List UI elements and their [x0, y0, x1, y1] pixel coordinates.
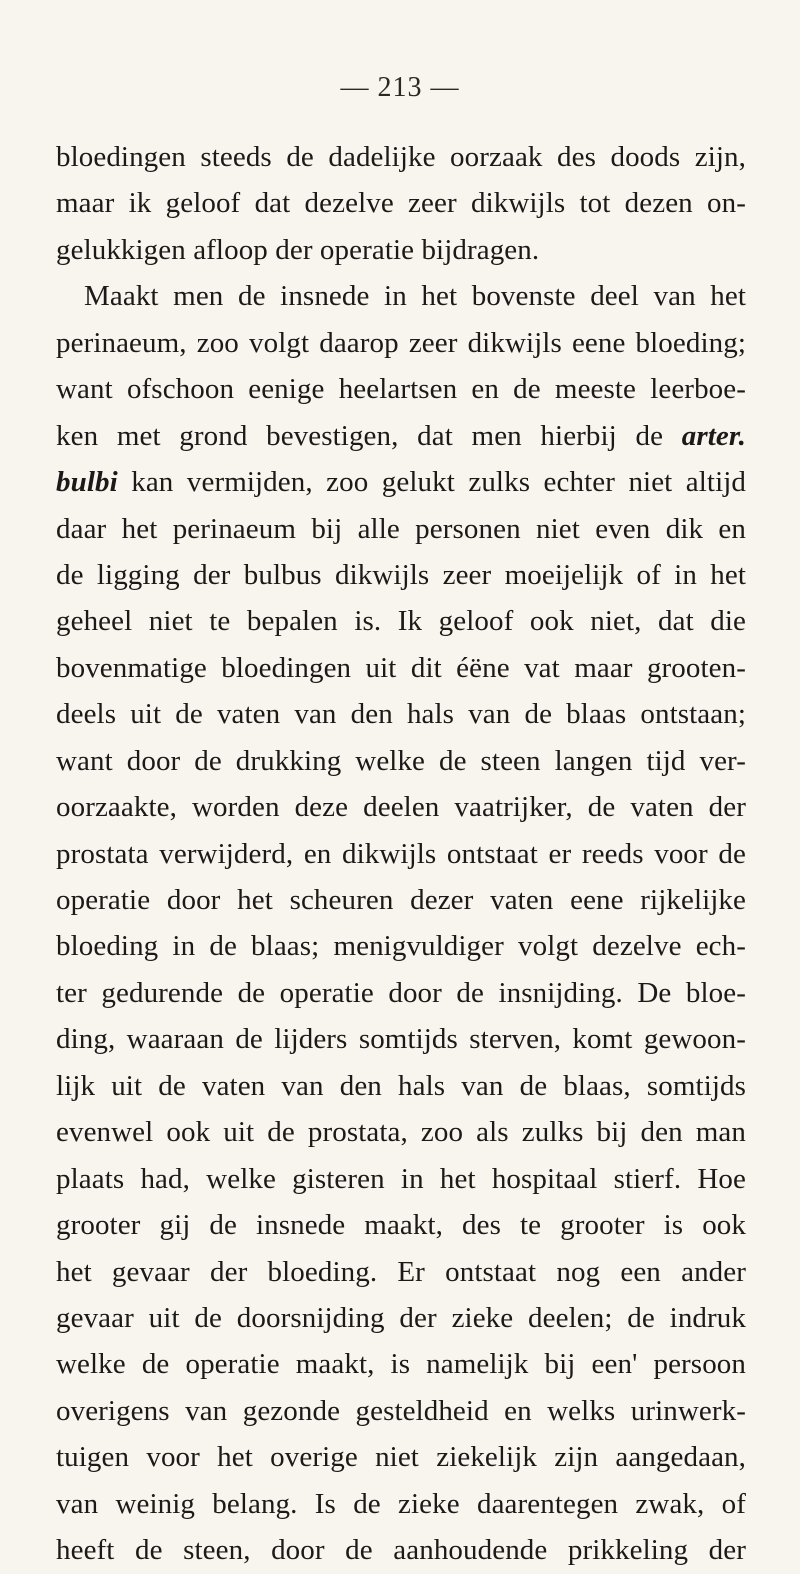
text-line: grooter gij de insnede maakt, des te grooter is ook [56, 1209, 746, 1242]
text-segment: kan vermijden, zoo gelukt zulks echter niet altijd [131, 466, 746, 499]
text-line: de ligging der bulbus dikwijls zeer moeijelijk of in het [56, 558, 746, 591]
text-line: prostata verwijderd, en dikwijls ontstaat er reeds voor de [56, 837, 746, 870]
text-line: want door de drukking welke de steen langen tijd ver- [56, 744, 746, 777]
text-line: want ofschoon eenige heelartsen en de meeste leerboe- [56, 373, 746, 406]
text-line-with-emphasis [56, 459, 746, 505]
page-number: — 213 — [340, 72, 460, 103]
text-line: deels uit de vaten van den hals van de blaas ontstaan; [56, 698, 746, 731]
emphasis-word: arter. [681, 419, 746, 452]
text-segment: ken met grond bevestigen, dat men hierbij de [56, 419, 682, 452]
text-line: bloeding in de blaas; menigvuldiger volgt dezelve ech- [56, 930, 746, 963]
text-line: oorzaakte, worden deze deelen vaatrijker, de vaten der [56, 791, 746, 824]
text-line: overigens van gezonde gesteldheid en welks urinwerk- [56, 1394, 746, 1427]
text-line: plaats had, welke gisteren in het hospitaal stierf. Hoe [56, 1162, 746, 1195]
text-line-with-emphasis [56, 413, 746, 459]
text-line: evenwel ook uit de prostata, zoo als zulks bij den man [56, 1116, 746, 1149]
text-line: ter gedurende de operatie door de insnijding. De bloe- [56, 976, 746, 1009]
text-line: van weinig belang. Is de zieke daarentegen zwak, of [56, 1487, 746, 1520]
text-line: Maakt men de insnede in het bovenste deel van het [84, 280, 746, 313]
emphasis-word: bulbi [56, 466, 118, 499]
text-line: gevaar uit de doorsnijding der zieke deelen; de indruk [56, 1301, 746, 1334]
text-line: maar ik geloof dat dezelve zeer dikwijls tot dezen on- [56, 187, 746, 220]
text-line: welke de operatie maakt, is namelijk bij een' persoon [56, 1348, 746, 1381]
text-line: operatie door het scheuren dezer vaten eene rijkelijke [56, 884, 746, 916]
text-line: het gevaar der bloeding. Er ontstaat nog een ander [56, 1255, 746, 1288]
text-line: geheel niet te bepalen is. Ik geloof ook niet, dat die [56, 605, 746, 638]
text-line: perinaeum, zoo volgt daarop zeer dikwijls eene bloeding; [56, 326, 746, 359]
text-line: lijk uit de vaten van den hals van de blaas, somtijds [56, 1069, 746, 1102]
text-line: tuigen voor het overige niet ziekelijk zijn aangedaan, [56, 1441, 746, 1474]
body-text [56, 134, 746, 1574]
text-line: daar het perinaeum bij alle personen niet even dik en [56, 512, 746, 545]
text-line: heeft de steen, door de aanhoudende prikkeling der [56, 1534, 746, 1567]
text-line: ding, waaraan de lijders somtijds sterven, komt gewoon- [56, 1023, 746, 1056]
text-line: gelukkigen afloop der operatie bijdragen. [56, 233, 540, 266]
text-line: bloedingen steeds de dadelijke oorzaak des doods zijn, [56, 141, 746, 173]
text-line: bovenmatige bloedingen uit dit éëne vat maar grooten- [56, 651, 746, 684]
